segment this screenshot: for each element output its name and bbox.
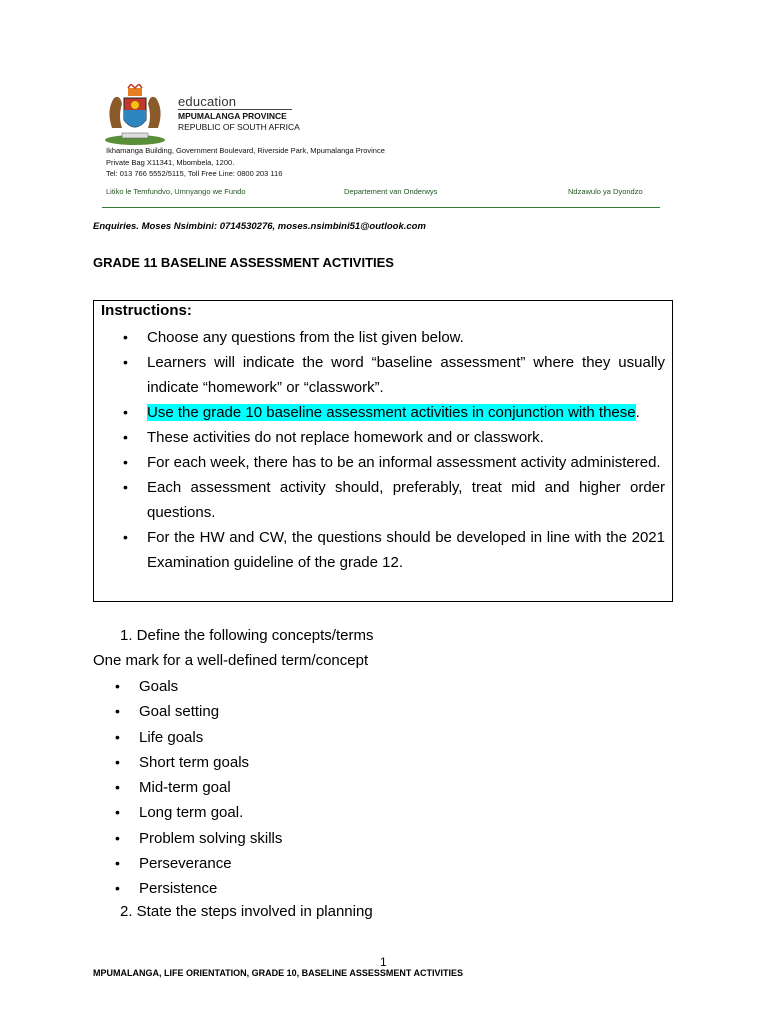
instruction-item: • These activities do not replace homework and or classwork. xyxy=(94,425,672,450)
instruction-item: • Learners will indicate the word “baseline assessment” where they usually indicate “homework” or “classwork”. xyxy=(94,350,672,400)
terms-list xyxy=(93,674,282,902)
term-item: • Goal setting xyxy=(93,699,282,724)
coat-of-arms-logo xyxy=(100,84,170,146)
bullet-icon: • xyxy=(115,855,120,872)
bullet-icon: • xyxy=(123,354,128,370)
language-afrikaans: Departement van Onderwys xyxy=(344,187,438,196)
bullet-icon: • xyxy=(123,429,128,445)
letterhead-divider xyxy=(102,207,660,208)
instruction-item: • Use the grade 10 baseline assessment activities in conjunction with these. xyxy=(94,400,672,425)
language-xitsonga: Ndzawulo ya Dyondzo xyxy=(568,187,643,196)
address-line-1: Ikhamanga Building, Government Boulevard, Riverside Park, Mpumalanga Province xyxy=(106,146,385,155)
page-number: 1 xyxy=(380,955,387,969)
instruction-item: • For the HW and CW, the questions should be developed in line with the 2021 Examination guideline of the grade 12. xyxy=(94,525,672,575)
instructions-box xyxy=(93,300,673,602)
highlighted-text: Use the grade 10 baseline assessment activities in conjunction with these xyxy=(147,404,636,421)
bullet-icon: • xyxy=(115,703,120,720)
page-title: GRADE 11 BASELINE ASSESSMENT ACTIVITIES xyxy=(93,255,394,270)
mark-allocation-note: One mark for a well-defined term/concept xyxy=(93,652,369,669)
term-item: • Goals xyxy=(93,674,282,699)
term-item: • Long term goal. xyxy=(93,800,282,825)
enquiries-line: Enquiries. Moses Nsimbini: 0714530276, moses.nsimbini51@outlook.com xyxy=(93,221,426,232)
province-name: MPUMALANGA PROVINCE xyxy=(178,111,287,121)
department-name: education xyxy=(178,94,237,109)
country-name: REPUBLIC OF SOUTH AFRICA xyxy=(178,122,300,132)
bullet-icon: • xyxy=(123,479,128,495)
bullet-icon: • xyxy=(115,804,120,821)
bullet-icon: • xyxy=(115,728,120,745)
instruction-item: • For each week, there has to be an informal assessment activity administered. xyxy=(94,450,672,475)
term-item: • Perseverance xyxy=(93,851,282,876)
language-siswati: Litiko le Temfundvo, Umnyango we Fundo xyxy=(106,187,246,196)
term-item: • Short term goals xyxy=(93,750,282,775)
address-line-3: Tel: 013 766 5552/5115, Toll Free Line: 0800 203 116 xyxy=(106,169,283,178)
term-item: • Mid-term goal xyxy=(93,775,282,800)
bullet-icon: • xyxy=(123,529,128,545)
letterhead xyxy=(96,80,672,220)
term-item: • Problem solving skills xyxy=(93,826,282,851)
bullet-icon: • xyxy=(115,829,120,846)
question-2: 2. State the steps involved in planning xyxy=(120,903,373,920)
bullet-icon: • xyxy=(123,454,128,470)
department-rule xyxy=(178,109,292,110)
term-item: • Persistence xyxy=(93,876,282,901)
bullet-icon: • xyxy=(123,404,128,420)
instructions-list xyxy=(94,325,672,575)
bullet-icon: • xyxy=(115,779,120,796)
instructions-heading: Instructions: xyxy=(101,302,192,319)
bullet-icon: • xyxy=(115,678,120,694)
address-line-2: Private Bag X11341, Mbombela, 1200. xyxy=(106,158,235,167)
question-1: 1. Define the following concepts/terms xyxy=(120,627,374,644)
bullet-icon: • xyxy=(115,880,120,897)
bullet-icon: • xyxy=(123,329,128,345)
instruction-item: • Choose any questions from the list given below. xyxy=(94,325,672,350)
instruction-item: • Each assessment activity should, preferably, treat mid and higher order questions. xyxy=(94,475,672,525)
term-item: • Life goals xyxy=(93,725,282,750)
page-footer: MPUMALANGA, LIFE ORIENTATION, GRADE 10, BASELINE ASSESSMENT ACTIVITIES xyxy=(93,968,464,978)
bullet-icon: • xyxy=(115,753,120,770)
